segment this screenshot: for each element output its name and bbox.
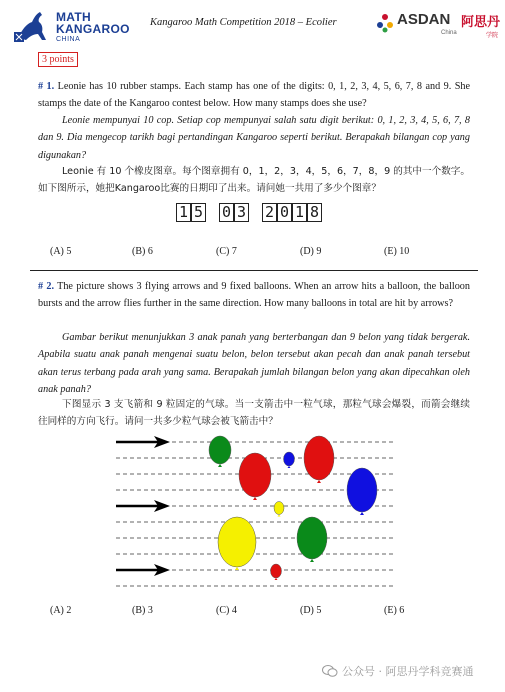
points-badge: 3 points: [38, 52, 78, 67]
q1-text-en: [38, 78, 470, 113]
date-digit: 0: [277, 203, 292, 222]
partner-cn: 阿思丹: [461, 15, 501, 30]
arrow-middle: [116, 500, 170, 512]
partner-cn-sub: 学院: [486, 32, 499, 39]
date-digit: 2: [262, 203, 277, 222]
q1-number: # 1.: [38, 81, 55, 92]
q2-option-a[interactable]: (A) 2: [50, 605, 72, 616]
q1-option-c[interactable]: (C) 7: [216, 246, 237, 257]
date-digit: 8: [307, 203, 322, 222]
q2-option-c[interactable]: (C) 4: [216, 605, 237, 616]
q2-en-body: The picture shows 3 flying arrows and 9 fixed balloons. When an arrow hits a balloon, the balloon bursts and the arrow flies further in the same direction. How many balloons in total are hit by arrows?: [38, 281, 470, 310]
date-digit: 5: [191, 203, 206, 222]
math-kangaroo-wordmark: [56, 11, 130, 44]
watermark: [322, 663, 474, 679]
brand-line1: MATH: [56, 10, 91, 24]
brand-line3: CHINA: [56, 36, 81, 43]
balloon-green-top: [209, 436, 231, 467]
q2-text-ms: Gambar berikut menunjukkan 3 anak panah yang berterbangan dan 9 belon yang tidak bergerak. Apabila suatu anak panah mengenai suatu belon, belon tersebut akan pecah dan anak panah tersebut akan terus terbang pada arah yang sama. Berapakah jumlah bilangan belon yang akan dipecahkan oleh anak panah?: [38, 332, 470, 395]
arrow-bottom: [116, 564, 170, 576]
balloon-red-top-right: [304, 436, 334, 483]
asdan-logo-icon: [376, 13, 394, 33]
header-title: Kangaroo Math Competition 2018 – Ecolier: [150, 17, 337, 28]
date-digit: 1: [176, 203, 191, 222]
date-digit: 3: [234, 203, 249, 222]
math-kangaroo-logo-icon: [12, 10, 52, 44]
q2-text-en: [38, 278, 470, 313]
q1-option-d[interactable]: (D) 9: [300, 246, 322, 257]
balloon-red-large: [239, 453, 271, 500]
balloon-green-bottom: [297, 517, 327, 562]
q2-text-cn: 下图显示 3 支飞箭和 9 粒固定的气球。当一支箭击中一粒气球，那粒气球会爆裂，而箭会继续往同样的方向飞行。请问一共多少粒气球会被飞箭击中？: [38, 399, 470, 428]
question-divider: [30, 270, 478, 271]
q1-en-body: Leonie has 10 rubber stamps. Each stamp has one of the digits: 0, 1, 2, 3, 4, 5, 6, 7, 8 and 9. She stamps the date of the Kangaroo contest below. How many stamps does she use?: [38, 81, 471, 110]
stamped-date: [176, 203, 322, 222]
q2-option-e[interactable]: (E) 6: [384, 605, 405, 616]
q2-option-d[interactable]: (D) 5: [300, 605, 322, 616]
q1-option-e[interactable]: (E) 10: [384, 246, 410, 257]
balloon-yellow-small: [274, 502, 284, 517]
q2-number: # 2.: [38, 281, 54, 292]
balloon-blue-small: [284, 452, 295, 468]
partner-sub: China: [441, 30, 457, 36]
q1-text-ms: Leonie mempunyai 10 cop. Setiap cop mempunyai salah satu digit berikut: 0, 1, 2, 3, 4, 5, 6, 7, 8 dan 9. Dia mengecop tarikh bagi pertandingan Kangaroo seperti berikut. Berapakah bilangan cop yang digunakan?: [38, 115, 470, 161]
arrow-top: [116, 436, 170, 448]
arrows-balloons-figure: [110, 430, 400, 590]
q1-option-a[interactable]: (A) 5: [50, 246, 72, 257]
date-digit: 1: [292, 203, 307, 222]
date-digit: 0: [219, 203, 234, 222]
balloon-yellow-large: [218, 517, 256, 570]
brand-line2: KANGAROO: [56, 22, 130, 36]
page-header: [0, 0, 505, 50]
q1-text-cn: Leonie 有 10 个橡皮图章。每个图章拥有 0，1，2，3，4，5，6，7，8，9 的其中一个数字。如下图所示，她把Kangaroo比赛的日期印了出来。请问她一共用了多少个图章？: [38, 166, 470, 195]
q1-option-b[interactable]: (B) 6: [132, 246, 153, 257]
watermark-text: 公众号 · 阿思丹学科竞赛通: [342, 665, 474, 678]
partner-name: ASDAN: [397, 11, 451, 28]
balloon-blue-large: [347, 468, 377, 515]
q2-option-b[interactable]: (B) 3: [132, 605, 153, 616]
balloon-red-small: [271, 564, 282, 580]
wechat-icon: [322, 664, 338, 678]
